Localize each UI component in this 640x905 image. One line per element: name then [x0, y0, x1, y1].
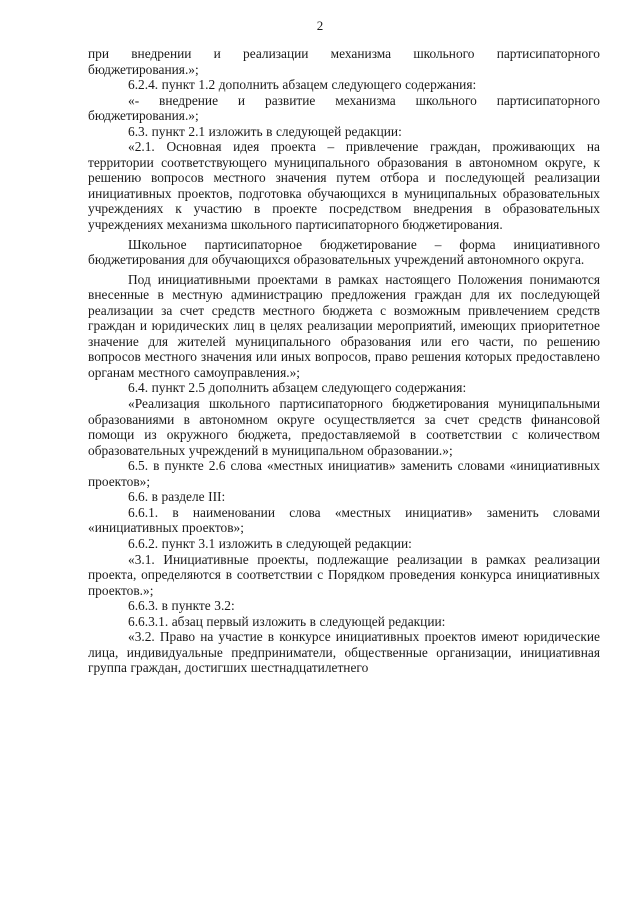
paragraph-item-6-6-1: 6.6.1. в наименовании слова «местных инициатив» заменить словами «инициативных проектов»;: [88, 504, 600, 536]
paragraph-quote-introduction: «- внедрение и развитие механизма школьного партисипаторного бюджетирования.»;: [88, 92, 600, 124]
paragraph-item-6-6-3-1: 6.6.3.1. абзац первый изложить в следующей редакции:: [128, 613, 446, 629]
page-number: 2: [316, 18, 324, 33]
paragraph-item-6-3: 6.3. пункт 2.1 изложить в следующей редакции:: [128, 123, 402, 139]
paragraph-school-budgeting-definition: Школьное партисипаторное бюджетирование – форма инициативного бюджетирования для обучающихся образовательных учреждений автономного округа.: [88, 236, 600, 268]
paragraph-item-6-6-3: 6.6.3. в пункте 3.2:: [128, 598, 235, 614]
paragraph-item-6-4: 6.4. пункт 2.5 дополнить абзацем следующего содержания:: [128, 380, 467, 396]
paragraph-item-6-6: 6.6. в разделе III:: [128, 489, 226, 505]
paragraph-initiative-projects-definition: Под инициативными проектами в рамках настоящего Положения понимаются внесенные в местную администрацию предложения граждан для их последующей реализации за счет средств местного бюджета с возможным привлечением средств граждан и юридических лиц в целях реализации мероприятий, имеющих приоритетное значение для жителей муниципального образования или его части, по решению вопросов местного значения или иных вопросов, право решения которых предоставлено органам местного самоуправления.»;: [88, 271, 600, 380]
paragraph-item-6-5: 6.5. в пункте 2.6 слова «местных инициатив» заменить словами «инициативных проектов»;: [88, 458, 600, 489]
paragraph-clause-2-1: «2.1. Основная идея проекта – привлечение граждан, проживающих на территории соответствующего муниципального образования в автономном округе, к решению вопросов местного значения путем отбора и последующей реализации инициативных проектов, подготовка обучающихся в муниципальных образовательных учреждениях к участию в проекте посредством внедрения в образовательных учреждениях механизма школьного партисипаторного бюджетирования.: [88, 139, 600, 233]
paragraph-implementation-funding: «Реализация школьного партисипаторного бюджетирования муниципальными образованиями в автономном округе осуществляется за счет средств финансовой помощи из окружного бюджета, предоставляемой в соответствии с количеством образовательных учреждений в муниципальном образовании.»;: [88, 396, 600, 458]
paragraph-clause-3-2: «3.2. Право на участие в конкурсе инициативных проектов имеют юридические лица, индивидуальные предприниматели, общественные организации, инициативная группа граждан, достигших шестнадцатилетнего: [88, 629, 600, 676]
paragraph-item-6-6-2: 6.6.2. пункт 3.1 изложить в следующей редакции:: [128, 535, 412, 551]
document-body: [88, 46, 600, 676]
paragraph-clause-3-1: «3.1. Инициативные проекты, подлежащие реализации в рамках реализации проекта, определяются в соответствии с Порядком проведения конкурса инициативных проектов.»;: [88, 551, 600, 598]
paragraph-item-6-2-4: 6.2.4. пункт 1.2 дополнить абзацем следующего содержания:: [128, 77, 477, 93]
paragraph-continuation: при внедрении и реализации механизма школьного партисипаторного бюджетирования.»;: [88, 46, 600, 77]
